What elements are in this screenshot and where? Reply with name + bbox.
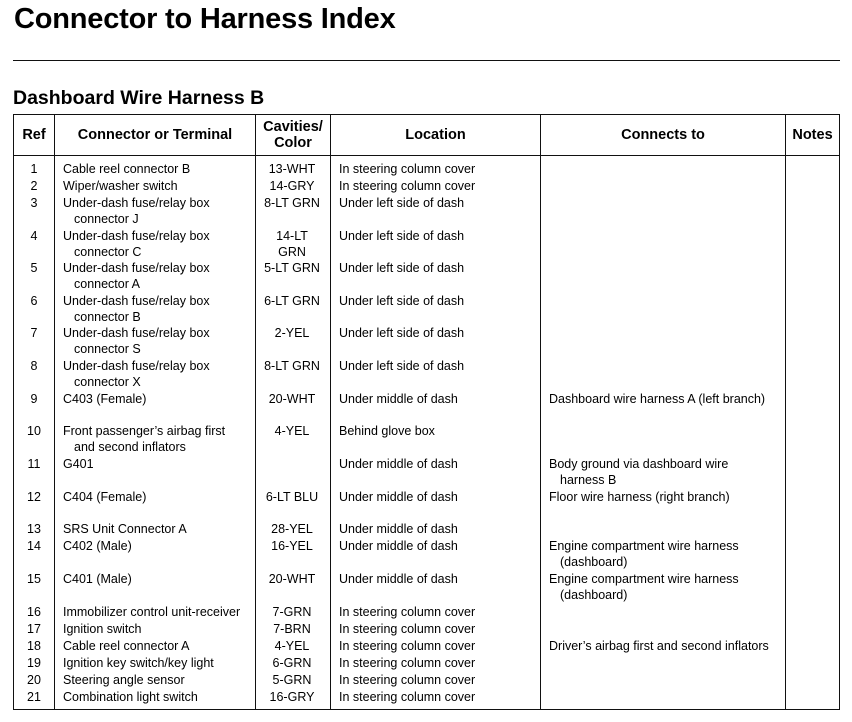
- header-cavities-line1: Cavities/: [263, 119, 323, 135]
- table-row: [14, 228, 839, 259]
- ref-cell: 21: [27, 690, 41, 704]
- cavities-cell: 4-YEL: [274, 424, 310, 438]
- connector-cell: Cable reel connector A: [63, 639, 190, 653]
- connects-to-cell: Body ground via dashboard wire: [549, 457, 729, 471]
- connector-cell: Front passenger’s airbag first: [63, 424, 226, 438]
- table-row: [14, 456, 839, 487]
- connector-cell: Steering angle sensor: [63, 673, 185, 687]
- connector-cell: C403 (Female): [63, 392, 147, 406]
- location-cell: In steering column cover: [339, 622, 476, 636]
- connector-cell: Under-dash fuse/relay box: [63, 261, 210, 275]
- cavities-cell: 28-YEL: [271, 522, 313, 536]
- connects-to-cell: Driver’s airbag first and second inflators: [549, 639, 769, 653]
- table-row: [14, 521, 839, 537]
- location-cell: In steering column cover: [339, 656, 476, 670]
- location-cell: In steering column cover: [339, 673, 476, 687]
- header-divider: [14, 155, 839, 156]
- table-row: [14, 423, 839, 454]
- cavities-cell: 7-BRN: [273, 622, 311, 636]
- location-cell: Under left side of dash: [339, 196, 465, 210]
- location-cell: In steering column cover: [339, 605, 476, 619]
- ref-cell: 10: [27, 424, 41, 438]
- cavities-cell: 6-LT GRN: [264, 294, 320, 308]
- location-cell: Under left side of dash: [339, 326, 465, 340]
- table-row: [14, 604, 839, 620]
- connector-cell-line2: connector B: [74, 310, 141, 324]
- location-cell: In steering column cover: [339, 162, 476, 176]
- location-cell: Under left side of dash: [339, 261, 465, 275]
- location-cell: Under middle of dash: [339, 539, 458, 553]
- connects-to-cell: Engine compartment wire harness: [549, 539, 739, 553]
- connector-cell-line2: connector S: [74, 342, 141, 356]
- ref-cell: 14: [27, 539, 41, 553]
- location-cell: Behind glove box: [339, 424, 435, 438]
- cavities-cell: 16-GRY: [269, 690, 315, 704]
- ref-cell: 13: [27, 522, 41, 536]
- document-title: Connector to Harness Index: [14, 3, 396, 35]
- connects-to-cell-line2: (dashboard): [560, 588, 628, 602]
- table-row: [14, 325, 839, 356]
- ref-cell: 19: [27, 656, 41, 670]
- location-cell: In steering column cover: [339, 179, 476, 193]
- connects-to-cell-line2: (dashboard): [560, 555, 628, 569]
- cavities-cell: 6-LT BLU: [265, 490, 319, 504]
- table-row: [14, 621, 839, 637]
- ref-cell: 4: [30, 229, 38, 243]
- ref-cell: 1: [30, 162, 38, 176]
- table-row: [14, 672, 839, 688]
- table-row: [14, 178, 839, 194]
- connects-to-cell-line2: harness B: [560, 473, 617, 487]
- cavities-cell: 14-GRY: [269, 179, 315, 193]
- connector-cell: Ignition switch: [63, 622, 142, 636]
- table-row: [14, 260, 839, 291]
- connector-cell: Under-dash fuse/relay box: [63, 229, 210, 243]
- ref-cell: 20: [27, 673, 41, 687]
- ref-cell: 3: [30, 196, 38, 210]
- connector-cell: SRS Unit Connector A: [63, 522, 187, 536]
- connects-to-cell: Floor wire harness (right branch): [549, 490, 730, 504]
- connector-cell-line2: and second inflators: [74, 440, 186, 454]
- location-cell: Under left side of dash: [339, 294, 465, 308]
- connector-cell: Ignition key switch/key light: [63, 656, 214, 670]
- cavities-cell: 13-WHT: [268, 162, 316, 176]
- table-row: [14, 655, 839, 671]
- cavities-cell: 8-LT GRN: [264, 196, 320, 210]
- ref-cell: 16: [27, 605, 41, 619]
- cavities-cell: 20-WHT: [268, 392, 316, 406]
- location-cell: Under left side of dash: [339, 229, 465, 243]
- connector-cell: G401: [63, 457, 94, 471]
- location-cell: Under middle of dash: [339, 572, 458, 586]
- ref-cell: 5: [30, 261, 38, 275]
- connector-cell: Wiper/washer switch: [63, 179, 178, 193]
- connector-cell-line2: connector C: [74, 245, 142, 259]
- table-row: [14, 195, 839, 226]
- connector-cell-line2: connector J: [74, 212, 139, 226]
- cavities-cell: 14-LT: [276, 229, 308, 243]
- section-title: Dashboard Wire Harness B: [13, 87, 265, 109]
- cavities-cell: 20-WHT: [268, 572, 316, 586]
- cavities-cell: 4-YEL: [274, 639, 310, 653]
- connector-cell-line2: connector A: [74, 277, 141, 291]
- connector-cell: Combination light switch: [63, 690, 198, 704]
- connector-cell: Under-dash fuse/relay box: [63, 326, 210, 340]
- harness-index-table: [13, 114, 840, 710]
- cavities-cell: 2-YEL: [274, 326, 310, 340]
- connector-cell: C404 (Female): [63, 490, 147, 504]
- location-cell: Under middle of dash: [339, 457, 458, 471]
- location-cell: Under left side of dash: [339, 359, 465, 373]
- connector-cell: Cable reel connector B: [63, 162, 191, 176]
- header-location: Location: [405, 127, 466, 143]
- header-notes: Notes: [792, 127, 833, 143]
- connects-to-cell: Engine compartment wire harness: [549, 572, 739, 586]
- connector-cell: C401 (Male): [63, 572, 132, 586]
- cavities-cell: 5-GRN: [272, 673, 312, 687]
- connector-cell: C402 (Male): [63, 539, 132, 553]
- connector-cell: Immobilizer control unit-receiver: [63, 605, 241, 619]
- location-cell: In steering column cover: [339, 639, 476, 653]
- header-connector: Connector or Terminal: [77, 127, 233, 143]
- ref-cell: 7: [30, 326, 38, 340]
- location-cell: In steering column cover: [339, 690, 476, 704]
- cavities-cell: 6-GRN: [272, 656, 312, 670]
- table-row: [14, 638, 839, 654]
- table-row: [14, 161, 839, 177]
- ref-cell: 12: [27, 490, 41, 504]
- cavities-cell: 5-LT GRN: [264, 261, 320, 275]
- connector-cell-line2: connector X: [74, 375, 141, 389]
- table-row: [14, 391, 839, 407]
- connects-to-cell: Dashboard wire harness A (left branch): [549, 392, 766, 406]
- table-row: [14, 358, 839, 389]
- header-cavities-line2: Color: [274, 135, 312, 151]
- header-ref: Ref: [22, 127, 46, 143]
- ref-cell: 17: [27, 622, 41, 636]
- ref-cell: 11: [27, 457, 41, 471]
- connector-cell: Under-dash fuse/relay box: [63, 359, 210, 373]
- table-row: [14, 689, 839, 705]
- cavities-cell-line2: GRN: [278, 245, 306, 259]
- connector-cell: Under-dash fuse/relay box: [63, 294, 210, 308]
- ref-cell: 15: [27, 572, 41, 586]
- table-row: [14, 293, 839, 324]
- connector-cell: Under-dash fuse/relay box: [63, 196, 210, 210]
- ref-cell: 9: [30, 392, 38, 406]
- table-row: [14, 538, 839, 569]
- table-row: [14, 489, 839, 505]
- ref-cell: 18: [27, 639, 41, 653]
- ref-cell: 8: [30, 359, 38, 373]
- ref-cell: 6: [30, 294, 38, 308]
- location-cell: Under middle of dash: [339, 392, 458, 406]
- cavities-cell: 7-GRN: [272, 605, 312, 619]
- header-cavities: [256, 115, 330, 155]
- cavities-cell: 16-YEL: [271, 539, 313, 553]
- table-row: [14, 571, 839, 602]
- location-cell: Under middle of dash: [339, 522, 458, 536]
- header-connects-to: Connects to: [621, 127, 705, 143]
- ref-cell: 2: [30, 179, 38, 193]
- location-cell: Under middle of dash: [339, 490, 458, 504]
- cavities-cell: 8-LT GRN: [264, 359, 320, 373]
- title-divider: [13, 60, 840, 61]
